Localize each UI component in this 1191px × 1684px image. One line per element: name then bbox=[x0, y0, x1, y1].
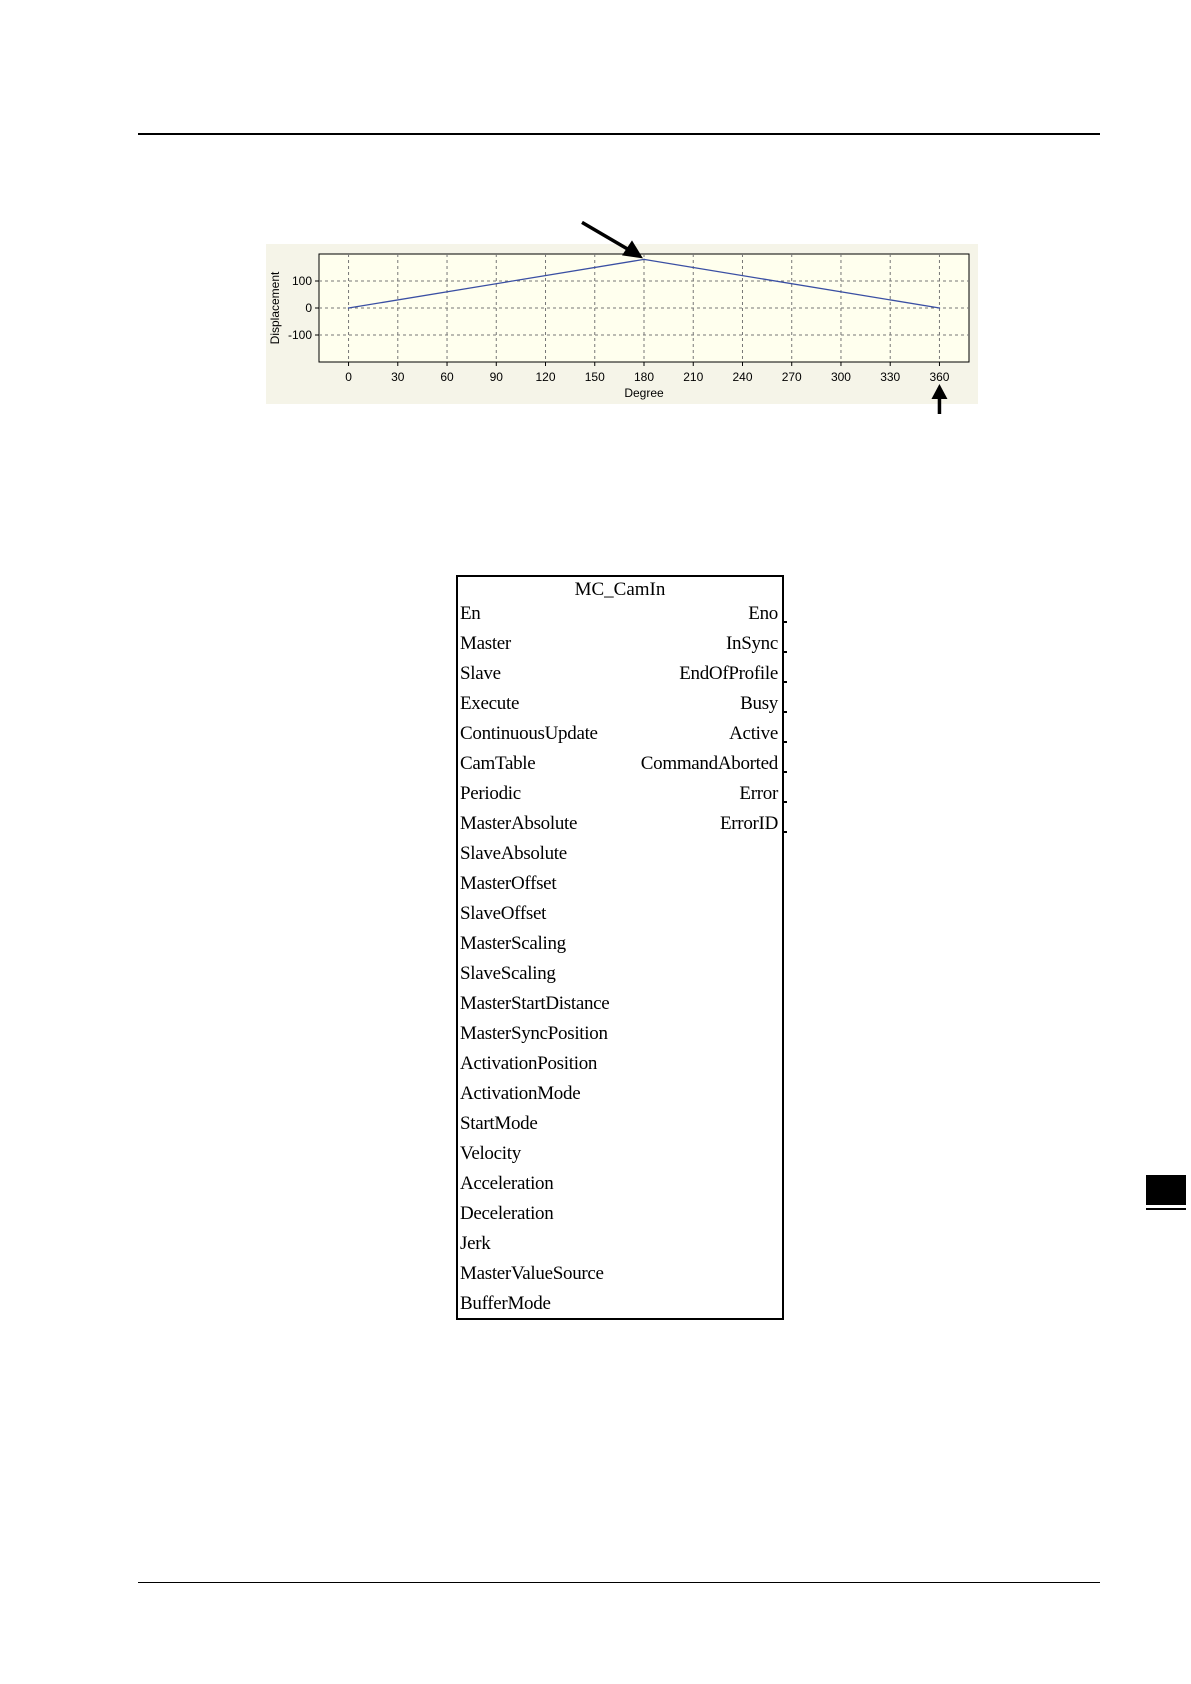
x-tick-label: 90 bbox=[489, 370, 503, 384]
output-pin-tick bbox=[784, 741, 787, 743]
input-pin: MasterOffset bbox=[460, 873, 557, 894]
x-tick-label: 30 bbox=[391, 370, 405, 384]
output-pin: EndOfProfile bbox=[679, 663, 778, 684]
function-block-mc-camin bbox=[456, 575, 784, 1320]
header-rule bbox=[138, 133, 1100, 135]
input-pin: Jerk bbox=[460, 1233, 491, 1254]
x-tick-label: 360 bbox=[929, 370, 950, 384]
input-pin: MasterStartDistance bbox=[460, 993, 610, 1014]
footer-rule bbox=[138, 1582, 1100, 1583]
output-pin: ErrorID bbox=[719, 813, 778, 834]
output-pin-tick bbox=[784, 651, 787, 653]
input-pin: StartMode bbox=[460, 1113, 538, 1134]
y-tick-label: -100 bbox=[287, 328, 312, 342]
chapter-tab-underline bbox=[1146, 1208, 1186, 1210]
x-tick-label: 150 bbox=[584, 370, 605, 384]
input-pin: SlaveAbsolute bbox=[460, 843, 567, 864]
output-pin: InSync bbox=[725, 633, 778, 654]
input-pin: MasterValueSource bbox=[460, 1263, 604, 1284]
x-tick-label: 270 bbox=[781, 370, 802, 384]
input-pin: SlaveOffset bbox=[460, 903, 547, 924]
input-pin: SlaveScaling bbox=[460, 963, 556, 984]
input-pin: MasterScaling bbox=[460, 933, 566, 954]
x-tick-label: 240 bbox=[732, 370, 753, 384]
x-tick-label: 180 bbox=[633, 370, 655, 384]
input-pin: BufferMode bbox=[460, 1293, 551, 1314]
output-pin-tick bbox=[784, 831, 787, 833]
input-pin: Velocity bbox=[460, 1143, 521, 1164]
x-tick-label: 210 bbox=[683, 370, 704, 384]
function-block-title: MC_CamIn bbox=[574, 579, 666, 600]
series-point bbox=[643, 259, 645, 261]
y-axis-label: Displacement bbox=[268, 271, 282, 345]
input-pin: Periodic bbox=[460, 783, 521, 804]
output-pin: Active bbox=[729, 723, 778, 744]
input-pin: ContinuousUpdate bbox=[460, 723, 598, 744]
x-tick-label: 300 bbox=[830, 370, 851, 384]
input-pin: CamTable bbox=[460, 753, 536, 774]
input-pin: ActivationMode bbox=[460, 1083, 581, 1104]
cam-profile-chart bbox=[266, 244, 978, 404]
x-axis-label: Degree bbox=[624, 386, 664, 400]
output-pin: Eno bbox=[748, 603, 778, 624]
input-pin: Master bbox=[460, 633, 511, 654]
output-pin: Error bbox=[739, 783, 778, 804]
output-pin-tick bbox=[784, 681, 787, 683]
output-pin-tick bbox=[784, 771, 787, 773]
output-pin: Busy bbox=[740, 693, 778, 714]
x-tick-label: 330 bbox=[880, 370, 901, 384]
y-tick-label: 0 bbox=[305, 301, 312, 315]
chart-svg bbox=[266, 244, 978, 404]
x-tick-label: 120 bbox=[535, 370, 556, 384]
output-pin-tick bbox=[784, 621, 787, 623]
output-pin-tick bbox=[784, 801, 787, 803]
output-pin: CommandAborted bbox=[640, 753, 778, 774]
input-pin: ActivationPosition bbox=[460, 1053, 598, 1074]
input-pin: MasterAbsolute bbox=[460, 813, 578, 834]
series-point bbox=[348, 307, 350, 309]
input-pin: En bbox=[460, 603, 481, 624]
input-pin: Execute bbox=[460, 693, 520, 714]
y-tick-label: 100 bbox=[291, 274, 312, 288]
x-tick-label: 60 bbox=[440, 370, 454, 384]
x-tick-label: 0 bbox=[345, 370, 352, 384]
input-pin: Deceleration bbox=[460, 1203, 554, 1224]
input-pin: Acceleration bbox=[460, 1173, 554, 1194]
chapter-tab-marker bbox=[1146, 1175, 1186, 1205]
input-pin: Slave bbox=[460, 663, 501, 684]
series-point bbox=[939, 307, 941, 309]
output-pin-tick bbox=[784, 711, 787, 713]
input-pin: MasterSyncPosition bbox=[460, 1023, 608, 1044]
